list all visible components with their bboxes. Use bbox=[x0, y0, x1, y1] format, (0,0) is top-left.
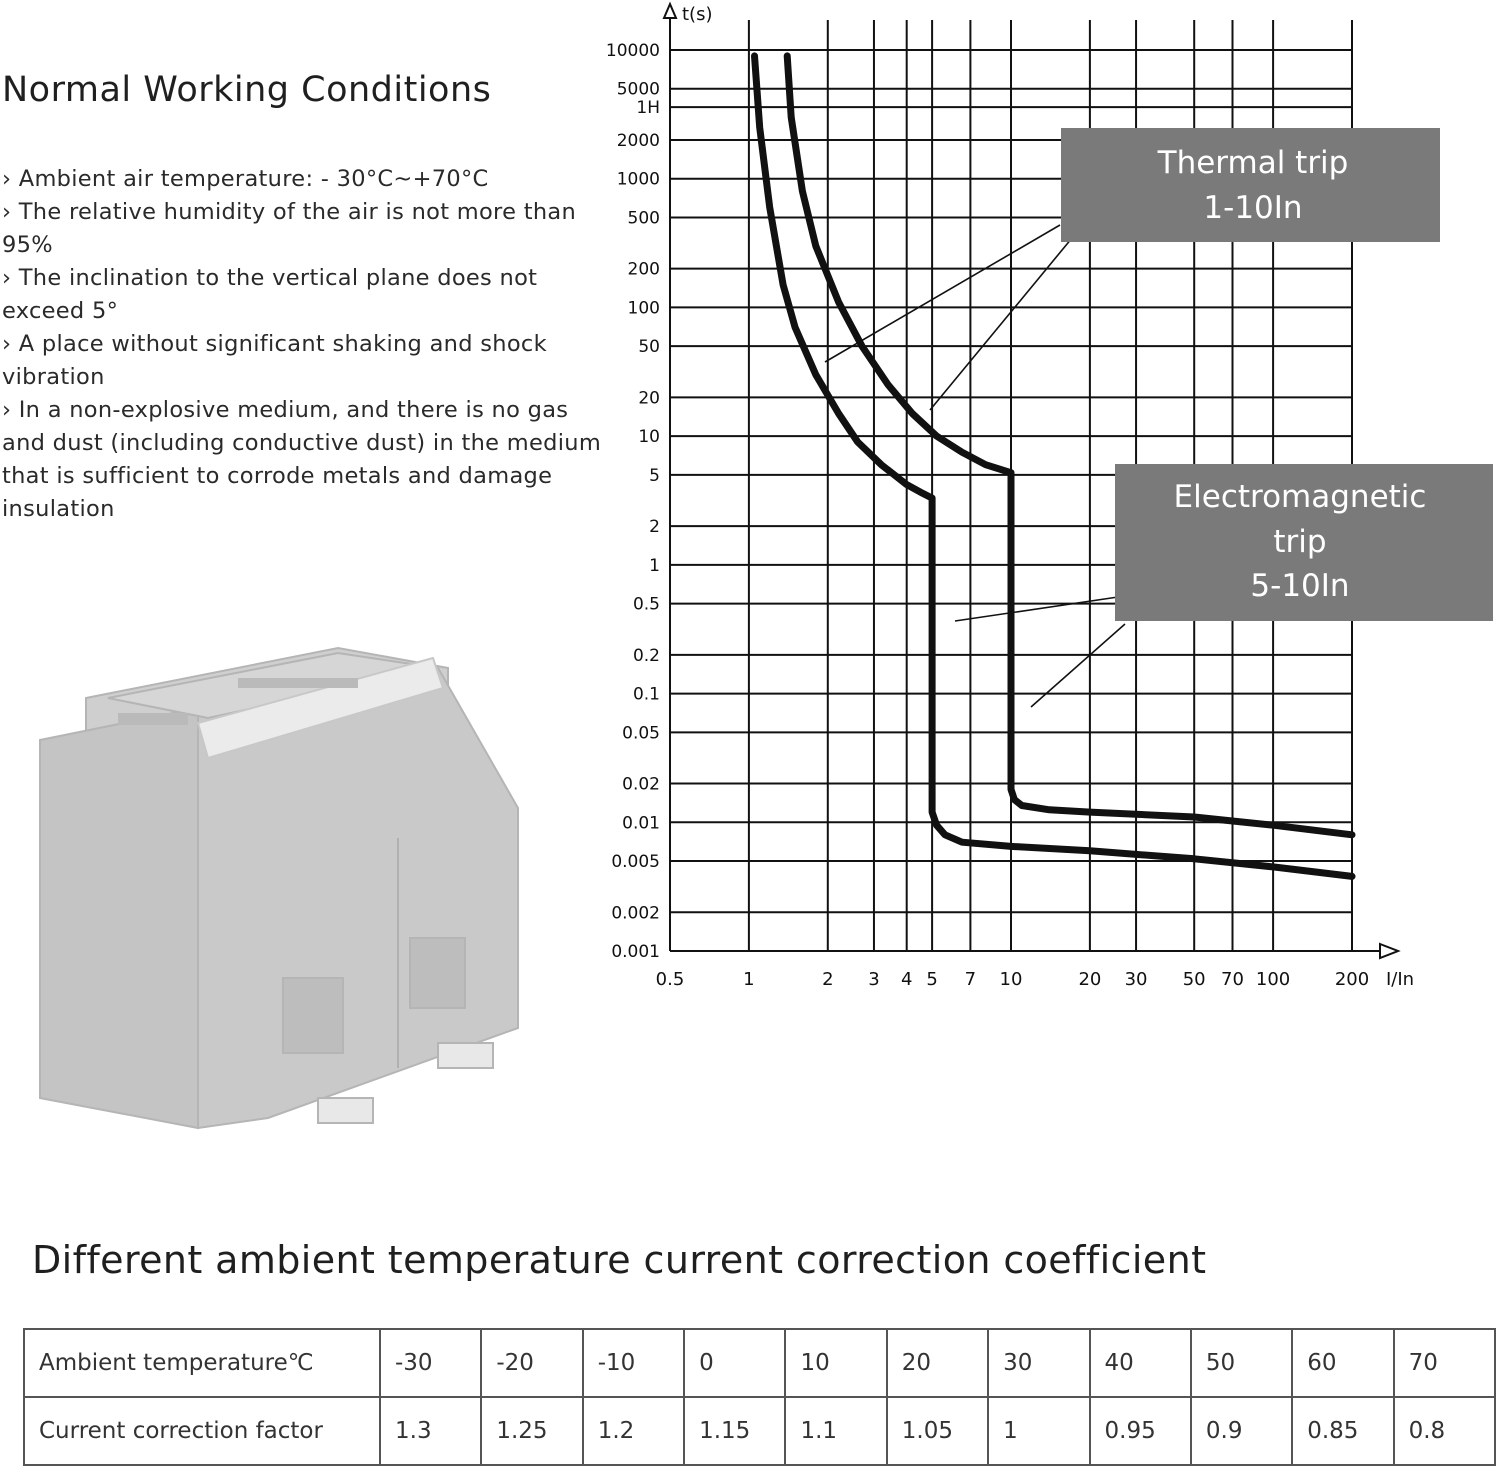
y-tick-label: 2000 bbox=[616, 130, 660, 151]
x-tick-label: 4 bbox=[900, 969, 913, 990]
table-cell: 30 bbox=[988, 1329, 1089, 1397]
y-tick-label: 0.05 bbox=[622, 723, 660, 744]
y-tick-label: 20 bbox=[638, 388, 660, 409]
table-cell: 50 bbox=[1191, 1329, 1292, 1397]
y-axis-arrow bbox=[664, 4, 676, 18]
table-cell: 0.9 bbox=[1191, 1397, 1292, 1465]
y-tick-labels bbox=[606, 41, 660, 962]
x-tick-label: 100 bbox=[1255, 969, 1291, 990]
y-axis-title: t(s) bbox=[682, 4, 713, 25]
condition-item: › In a non-explosive medium, and there is no gas and dust (including conductive dust) in the medium that is sufficient to corrode metals and damage insulation bbox=[2, 394, 602, 526]
annotation-leader-line bbox=[825, 225, 1060, 362]
table-cell: 1.2 bbox=[583, 1397, 684, 1465]
x-tick-labels bbox=[656, 969, 1370, 990]
y-tick-label: 2 bbox=[649, 517, 660, 538]
annotation-label: Electromagnetic bbox=[1173, 479, 1427, 515]
y-tick-label: 1H bbox=[636, 98, 660, 119]
table-cell: -20 bbox=[481, 1329, 582, 1397]
x-axis-arrow bbox=[1380, 944, 1398, 958]
y-tick-label: 1 bbox=[649, 555, 660, 576]
condition-item: › The inclination to the vertical plane does not exceed 5° bbox=[2, 262, 602, 328]
x-tick-label: 1 bbox=[743, 969, 755, 990]
table-cell: 0.95 bbox=[1090, 1397, 1191, 1465]
table-cell: 1.1 bbox=[785, 1397, 886, 1465]
x-tick-label: 10 bbox=[999, 969, 1023, 990]
row-header: Current correction factor bbox=[24, 1397, 380, 1465]
x-tick-label: 2 bbox=[822, 969, 834, 990]
x-tick-label: 3 bbox=[868, 969, 880, 990]
table-cell: 10 bbox=[785, 1329, 886, 1397]
annotation-label: trip bbox=[1273, 524, 1327, 560]
table-cell: 20 bbox=[887, 1329, 988, 1397]
y-tick-label: 50 bbox=[638, 337, 660, 358]
y-tick-label: 0.5 bbox=[632, 594, 660, 615]
y-tick-label: 0.2 bbox=[632, 645, 660, 666]
y-tick-label: 0.02 bbox=[622, 774, 660, 795]
x-tick-label: 200 bbox=[1334, 969, 1370, 990]
x-tick-label: 5 bbox=[926, 969, 938, 990]
x-tick-label: 20 bbox=[1078, 969, 1102, 990]
y-tick-label: 100 bbox=[627, 298, 660, 319]
condition-item: › The relative humidity of the air is not more than 95% bbox=[2, 196, 602, 262]
table-cell: 1.05 bbox=[887, 1397, 988, 1465]
table-cell: 60 bbox=[1292, 1329, 1393, 1397]
y-tick-label: 10000 bbox=[605, 41, 660, 61]
table-cell: 0.85 bbox=[1292, 1397, 1393, 1465]
table-cell: 1.3 bbox=[380, 1397, 481, 1465]
x-tick-label: 50 bbox=[1182, 969, 1206, 990]
table-cell: 0 bbox=[684, 1329, 785, 1397]
x-tick-label: 7 bbox=[964, 969, 977, 990]
y-tick-label: 5 bbox=[649, 465, 660, 486]
annotation-label: Thermal trip bbox=[1157, 145, 1349, 181]
table-row bbox=[24, 1329, 1495, 1397]
annotation-label: 1-10In bbox=[1203, 190, 1303, 226]
condition-item: › Ambient air temperature: - 30°C~+70°C bbox=[2, 163, 602, 196]
y-tick-label: 10 bbox=[638, 427, 660, 448]
row-header: Ambient temperature℃ bbox=[24, 1329, 380, 1397]
annotation-boxes bbox=[1061, 128, 1493, 621]
x-tick-label: 0.5 bbox=[655, 969, 685, 990]
x-tick-label: 30 bbox=[1124, 969, 1148, 990]
table-cell: 70 bbox=[1394, 1329, 1495, 1397]
table-cell: 1 bbox=[988, 1397, 1089, 1465]
y-tick-label: 1000 bbox=[616, 169, 660, 190]
y-tick-label: 0.002 bbox=[611, 903, 660, 924]
table-cell: -10 bbox=[583, 1329, 684, 1397]
table-cell: 40 bbox=[1090, 1329, 1191, 1397]
y-tick-label: 200 bbox=[627, 259, 660, 280]
table-cell: 1.15 bbox=[684, 1397, 785, 1465]
table-title: Different ambient temperature current correction coefficient bbox=[32, 1238, 1207, 1282]
table-cell: -30 bbox=[380, 1329, 481, 1397]
y-tick-label: 0.1 bbox=[632, 684, 660, 705]
conditions-heading: Normal Working Conditions bbox=[2, 70, 492, 110]
table-row bbox=[24, 1397, 1495, 1465]
annotation-label: 5-10In bbox=[1250, 568, 1350, 604]
x-axis-title: I/In bbox=[1386, 969, 1415, 990]
annotation-leaders bbox=[825, 225, 1125, 707]
y-tick-label: 500 bbox=[627, 208, 660, 229]
table-cell: 1.25 bbox=[481, 1397, 582, 1465]
condition-item: › A place without significant shaking and shock vibration bbox=[2, 328, 602, 394]
annotation-leader-line bbox=[955, 597, 1118, 621]
correction-table bbox=[23, 1328, 1496, 1466]
y-tick-label: 0.005 bbox=[611, 852, 660, 873]
y-tick-label: 0.001 bbox=[611, 942, 660, 962]
y-tick-label: 5000 bbox=[616, 79, 660, 100]
annotation-leader-line bbox=[930, 238, 1072, 410]
x-tick-label: 70 bbox=[1221, 969, 1244, 990]
table-cell: 0.8 bbox=[1394, 1397, 1495, 1465]
y-tick-label: 0.01 bbox=[622, 813, 660, 834]
